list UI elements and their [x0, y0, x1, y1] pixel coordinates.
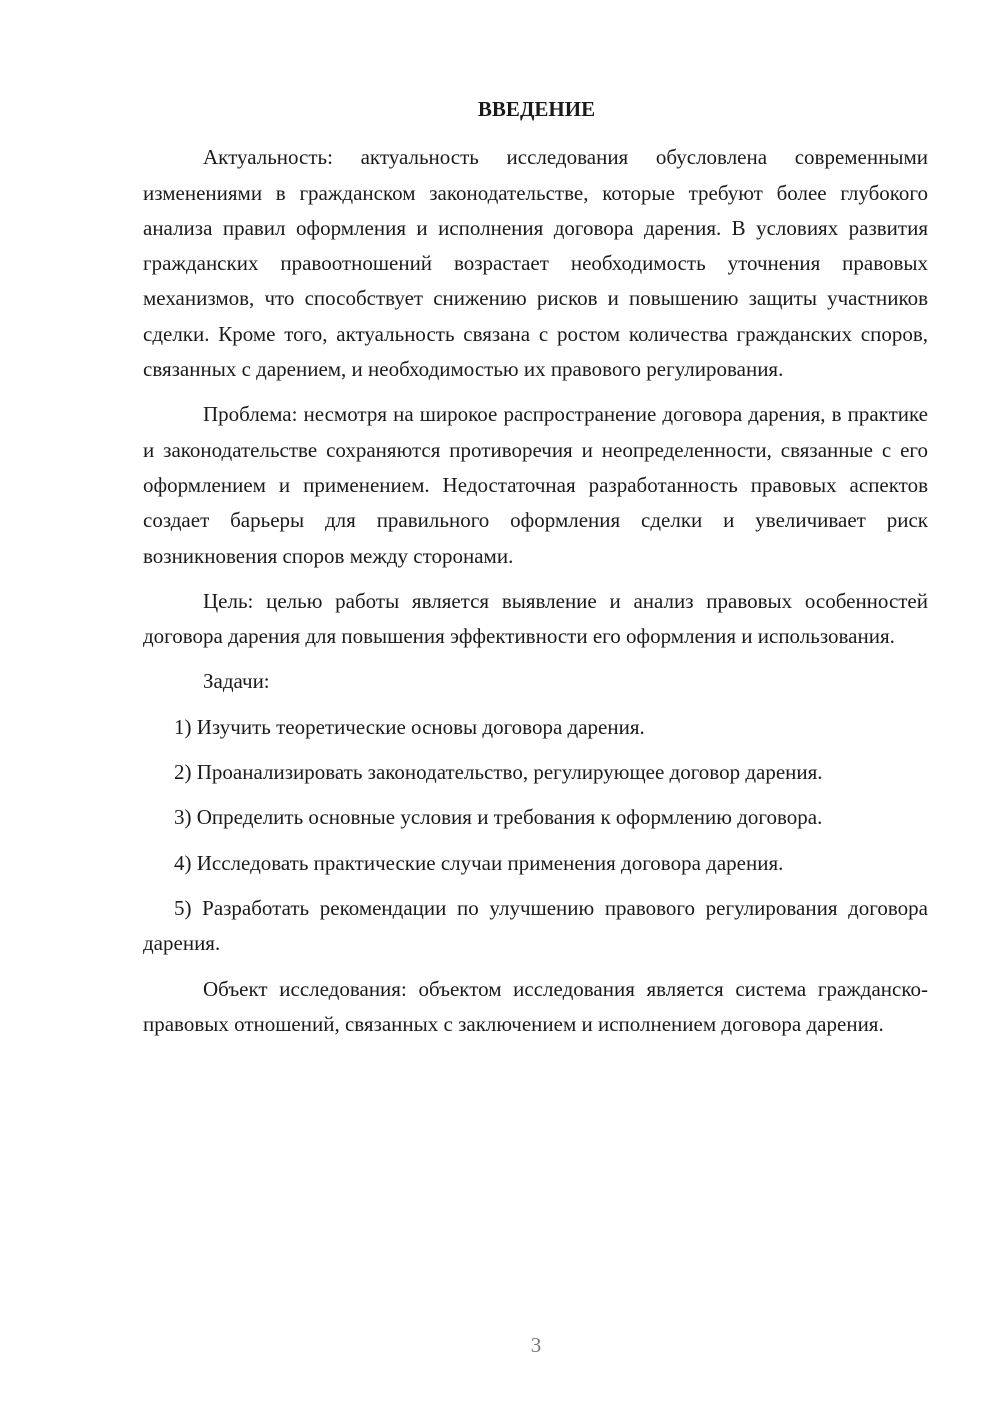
- problem-paragraph: Проблема: несмотря на широкое распространение договора дарения, в практике и законодательстве сохраняются противоречия и неопределенности, связанные с его оформлением и применением. Недостаточная разработанность правовых аспектов создает барьеры для правильного оформления сделки и увеличивает риск возникновения споров между сторонами.: [143, 402, 928, 568]
- goal-paragraph: Цель: целью работы является выявление и анализ правовых особенностей договора дарения для повышения эффективности его оформления и использования.: [143, 588, 928, 649]
- object-paragraph: Объект исследования: объектом исследования является система гражданско-правовых отношений, связанных с заключением и исполнением договора дарения.: [143, 976, 928, 1036]
- page-number: 3: [530, 1333, 542, 1357]
- document-page: [143, 92, 928, 1052]
- task-item-3: 3) Определить основные условия и требования к оформлению договора.: [174, 805, 823, 830]
- relevance-paragraph: Актуальность: актуальность исследования обусловлена современными изменениями в гражданском законодательстве, которые требуют более глубокого анализа правил оформления и исполнения договора дарения. В условиях развития гражданских правоотношений возрастает необходимость уточнения правовых механизмов, что способствует снижению рисков и повышению защиты участников сделки. Кроме того, актуальность связана с ростом количества гражданских споров, связанных с дарением, и необходимостью их правового регулирования.: [143, 145, 928, 382]
- task-item-2: 2) Проанализировать законодательство, регулирующее договор дарения.: [174, 760, 823, 785]
- tasks-list: [143, 710, 928, 962]
- task-item-4: 4) Исследовать практические случаи применения договора дарения.: [174, 850, 784, 875]
- page-title: ВВЕДЕНИЕ: [477, 97, 596, 121]
- tasks-heading: Задачи:: [203, 669, 270, 694]
- task-item-5: 5) Разработать рекомендации по улучшению правового регулирования договора дарения.: [143, 895, 928, 956]
- task-item-1: 1) Изучить теоретические основы договора дарения.: [174, 714, 645, 739]
